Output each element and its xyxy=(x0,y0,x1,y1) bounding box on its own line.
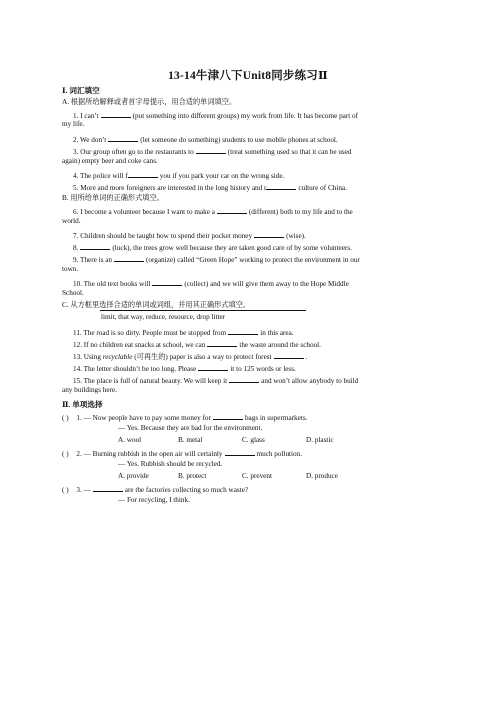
question-7 xyxy=(73,230,434,241)
answer-blank[interactable] xyxy=(254,230,284,238)
q11-text-b: in this area. xyxy=(260,329,294,337)
option-c[interactable]: C. glass xyxy=(242,436,265,444)
q6-text-c: world. xyxy=(62,217,81,225)
q15-text-c: any buildings here. xyxy=(62,386,117,394)
answer-blank[interactable] xyxy=(128,170,158,178)
q2-text-a: 2. We don’t xyxy=(73,136,107,144)
q4-text-b: you if you park your car on the wrong side. xyxy=(159,172,285,180)
q14-text-b: it to 125 words or less. xyxy=(230,365,296,373)
question-3 xyxy=(73,146,434,157)
question-4 xyxy=(73,170,434,181)
answer-blank[interactable] xyxy=(207,339,237,347)
q10-text-a: 10. The old text books will xyxy=(73,280,151,288)
option-d[interactable]: D. plastic xyxy=(306,436,334,444)
answer-bracket[interactable]: ( ) xyxy=(62,450,69,458)
option-c[interactable]: C. prevent xyxy=(242,472,272,480)
answer-blank[interactable] xyxy=(266,182,296,190)
answer-blank xyxy=(93,484,123,492)
mcq2-text-a: 2. — Burning rubbish in the open air will certainly xyxy=(76,450,223,458)
q2-text-b: (let someone do something) students to use mobile phones at school. xyxy=(140,136,338,144)
q15-text-a: 15. The place is full of natural beauty. We will keep it xyxy=(73,377,228,385)
answer-blank[interactable] xyxy=(198,363,228,371)
option-d[interactable]: D. produce xyxy=(306,472,338,480)
answer-blank[interactable] xyxy=(101,110,131,118)
question-8 xyxy=(73,242,434,253)
answer-blank[interactable] xyxy=(152,278,182,286)
answer-blank[interactable] xyxy=(274,351,304,359)
mcq3-text-a: 3. — xyxy=(76,486,91,494)
answer-blank[interactable] xyxy=(108,134,138,142)
question-5 xyxy=(73,182,434,193)
answer-bracket[interactable]: ( ) xyxy=(62,414,69,422)
q8-text-a: 8. xyxy=(73,244,79,252)
answer-bracket[interactable]: ( ) xyxy=(62,486,69,494)
option-b[interactable]: B. metal xyxy=(178,436,203,444)
partC-instruction: C. 从方框里选择合适的单词或词组，并用其正确形式填空。 xyxy=(62,301,251,309)
q9-text-c: town. xyxy=(62,265,79,273)
q1-text-b: (put something into different groups) my work from life. It has become part of xyxy=(132,112,359,120)
question-6 xyxy=(73,206,434,217)
mcq2-text-b: much pollution. xyxy=(256,450,303,458)
answer-blank xyxy=(225,448,255,456)
question-13 xyxy=(73,351,434,362)
q7-text-b: (wise). xyxy=(286,232,306,240)
q8-text-b: (luck), the trees grow well because they are taken good care of by some volunteers. xyxy=(112,244,352,252)
q5-text-b: culture of China. xyxy=(298,184,347,192)
page-title: 13-14牛津八下Unit8同步练习Ⅱ xyxy=(168,70,328,82)
q5-text-a: 5. More and more foreigners are interested in the long history and r xyxy=(73,184,267,192)
question-9 xyxy=(73,254,434,265)
q3-text-c: again) empty beer and coke cans. xyxy=(62,157,158,165)
answer-blank[interactable] xyxy=(114,254,144,262)
mcq-3 xyxy=(62,484,434,495)
question-12 xyxy=(73,339,434,350)
q9-text-a: 9. There is an xyxy=(73,256,112,264)
q10-text-b: (collect) and we will give them away to the Hope Middle xyxy=(184,280,349,288)
q7-text-a: 7. Children should be taught how to spend their pocket money xyxy=(73,232,253,240)
mcq3-reply: — For recycling, I think. xyxy=(118,496,190,504)
word-box-border xyxy=(100,310,306,311)
q14-text-a: 14. The letter shouldn’t be too long. Please xyxy=(73,365,197,373)
q13-text-b: (可再生的) paper is also a way to protect forest xyxy=(134,353,272,361)
mcq1-text-a: 1. — Now people have to pay some money for xyxy=(76,414,211,422)
mcq1-options xyxy=(118,436,434,445)
mcq-1 xyxy=(62,412,434,423)
q13-text-a: 13. Using xyxy=(73,353,101,361)
option-a[interactable]: A. wool xyxy=(118,436,142,444)
section1-heading: Ⅰ. 词汇填空 xyxy=(62,86,100,95)
q13-italic-word: recyclable xyxy=(102,353,133,361)
mcq2-options xyxy=(118,472,434,481)
answer-blank[interactable] xyxy=(228,327,258,335)
question-2 xyxy=(73,134,434,145)
q12-text-a: 12. If no children eat snacks at school, we can xyxy=(73,341,206,349)
q3-text-b: (treat something used so that it can be used xyxy=(227,148,352,156)
q13-text-c: . xyxy=(305,353,308,361)
word-box: limit, that way, reduce, resource, drop litter xyxy=(101,313,226,321)
mcq2-reply: — Yes. Rubbish should be recycled. xyxy=(118,460,223,468)
answer-blank[interactable] xyxy=(80,242,110,250)
q1-text-a: 1. I can’t xyxy=(73,112,99,120)
mcq-2 xyxy=(62,448,434,459)
q12-text-b: the waste around the school. xyxy=(239,341,321,349)
mcq1-reply: — Yes. Because they are bad for the environment. xyxy=(118,424,263,432)
question-11 xyxy=(73,327,434,338)
q6-text-a: 6. I become a volunteer because I want to make a xyxy=(73,208,215,216)
question-15 xyxy=(73,375,434,386)
question-10 xyxy=(73,278,434,289)
q6-text-b: (different) both to my life and to the xyxy=(248,208,353,216)
answer-blank[interactable] xyxy=(229,375,259,383)
q10-text-c: School. xyxy=(62,289,84,297)
q11-text-a: 11. The road is so dirty. People must be stopped from xyxy=(73,329,227,337)
answer-blank xyxy=(213,412,243,420)
q4-text-a: 4. The police will f xyxy=(73,172,128,180)
q15-text-b: and won’t allow anybody to build xyxy=(261,377,359,385)
partB-instruction: B. 用所给单词的正确形式填空。 xyxy=(62,194,164,202)
partA-instruction: A. 根据所给解释或者首字母提示，用合适的单词填空。 xyxy=(62,98,237,106)
section2-heading: Ⅱ. 单项选择 xyxy=(62,400,103,409)
question-14 xyxy=(73,363,434,374)
answer-blank[interactable] xyxy=(217,206,247,214)
option-b[interactable]: B. protect xyxy=(178,472,207,480)
q1-text-c: my life. xyxy=(62,120,85,128)
mcq1-text-b: bags in supermarkets. xyxy=(244,414,308,422)
q9-text-b: (organize) called “Green Hope” working to protect the environment in our xyxy=(146,256,360,264)
q3-text-a: 3. Our group often go to the restaurants to xyxy=(73,148,194,156)
option-a[interactable]: A. provide xyxy=(118,472,149,480)
answer-blank[interactable] xyxy=(196,146,226,154)
mcq3-text-b: are the factories collecting so much waste? xyxy=(124,486,249,494)
